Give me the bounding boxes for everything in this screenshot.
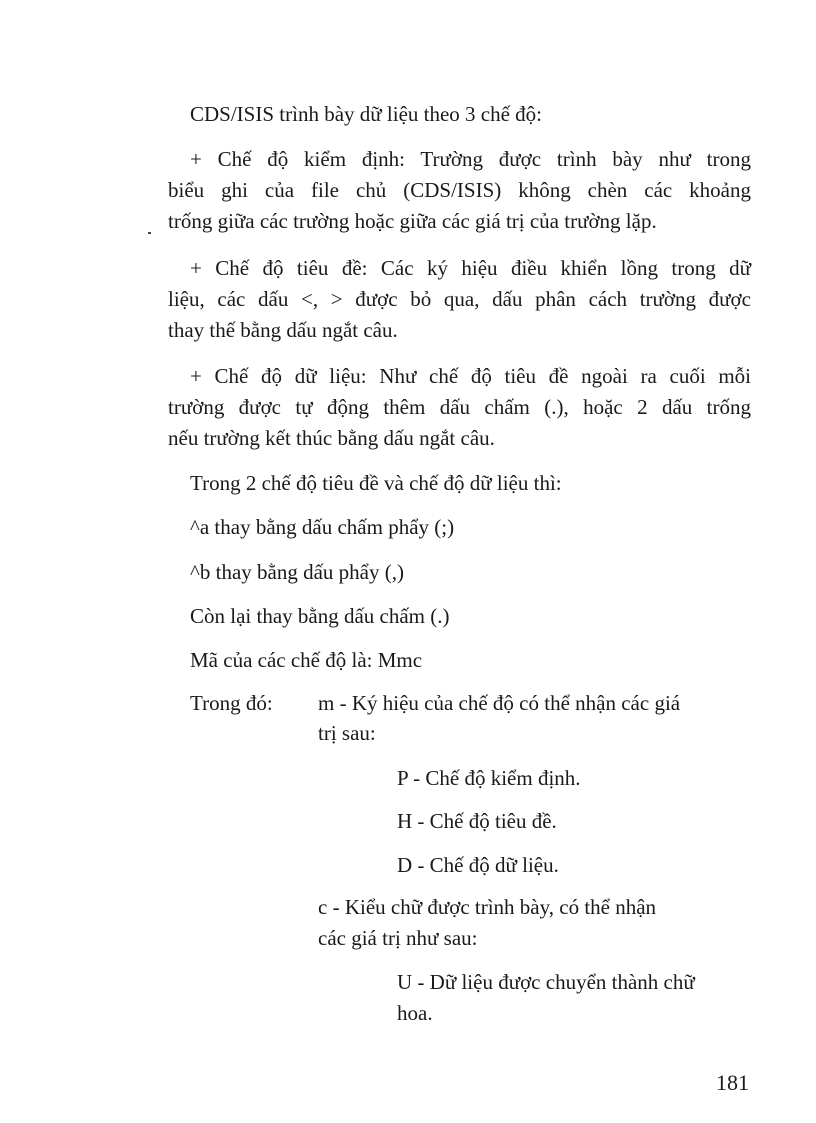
mode-data-line-3: nếu trường kết thúc bằng dấu ngắt câu. [168, 426, 495, 450]
mode-heading-line-1: + Chế độ tiêu đề: Các ký hiệu điều khiển lồng trong dữ [190, 256, 751, 280]
u-desc-line-2: hoa. [397, 1001, 433, 1025]
intro-line: CDS/ISIS trình bày dữ liệu theo 3 chế độ: [190, 102, 543, 126]
mode-check-line-3: trống giữa các trường hoặc giữa các giá trị của trường lặp. [168, 209, 657, 233]
u-desc-line-1: U - Dữ liệu được chuyển thành chữ [397, 970, 695, 994]
m-value-d: D - Chế độ dữ liệu. [397, 853, 559, 877]
mode-check-line-2: biểu ghi của file chủ (CDS/ISIS) không chèn các khoảng [168, 178, 751, 202]
m-desc-line-2: trị sau: [318, 721, 376, 745]
mode-code-line: Mã của các chế độ là: Mmc [190, 648, 423, 672]
where-label: Trong đó: [190, 691, 273, 715]
scan-mark [148, 232, 151, 234]
rule-rest-line: Còn lại thay bằng dấu chấm (.) [190, 604, 450, 628]
mode-data-line-2: trường được tự động thêm dấu chấm (.), hoặc 2 dấu trống [168, 395, 751, 419]
mode-heading-line-2: liệu, các dấu <, > được bỏ qua, dấu phân cách trường được [168, 287, 751, 311]
mode-heading-line-3: thay thế bằng dấu ngắt câu. [168, 318, 398, 342]
mode-check-line-1: + Chế độ kiểm định: Trường được trình bày như trong [190, 147, 751, 171]
m-desc-line-1: m - Ký hiệu của chế độ có thể nhận các giá [318, 691, 681, 715]
c-desc-line-1: c - Kiểu chữ được trình bày, có thể nhận [318, 895, 657, 919]
rule-b-line: ^b thay bằng dấu phẩy (,) [190, 560, 404, 584]
two-modes-line: Trong 2 chế độ tiêu đề và chế độ dữ liệu thì: [190, 471, 562, 495]
m-value-p: P - Chế độ kiểm định. [397, 766, 581, 790]
page-number: 181 [716, 1070, 749, 1095]
c-desc-line-2: các giá trị như sau: [318, 926, 478, 950]
mode-data-line-1: + Chế độ dữ liệu: Như chế độ tiêu đề ngoài ra cuối mỗi [190, 364, 751, 388]
rule-a-line: ^a thay bằng dấu chấm phẩy (;) [190, 515, 455, 539]
m-value-h: H - Chế độ tiêu đề. [397, 809, 557, 833]
